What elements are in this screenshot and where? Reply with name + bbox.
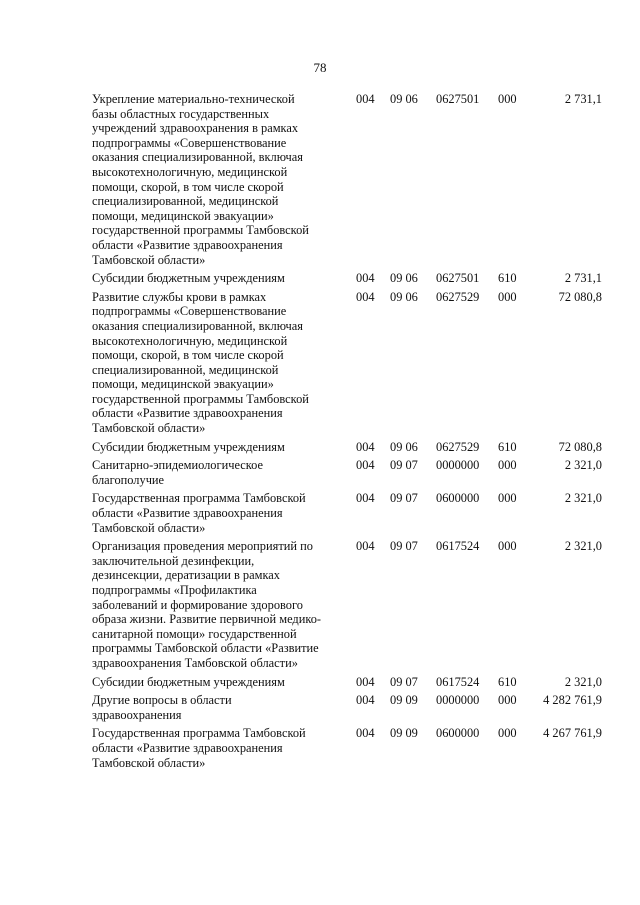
row-expense-kind: 000: [498, 458, 517, 473]
row-target-code: 0627501: [436, 92, 480, 106]
row-sum: 2 731,1: [564, 92, 602, 106]
budget-table: [92, 92, 604, 774]
row-section-code: 09 07: [390, 539, 418, 554]
row-admin-code: 004: [356, 458, 375, 473]
row-target-code: 0627529: [436, 439, 480, 454]
row-section-code: 09 07: [390, 674, 418, 689]
row-name: Санитарно-эпидемиологическое благополучие: [92, 458, 263, 487]
row-name: Укрепление материально-технической базы областных государственных учреждений здравоохранения в рамках подпрограммы «Совершенствование оказания специализированной, включая высокотехнологичную, медицинской помощи, скорой, в том числе скорой специализированной, медицинской помощи, медицинской эвакуации» государственной программы Тамбовской области «Развитие здравоохранения Тамбовской области»: [92, 92, 309, 267]
table-row: [92, 440, 604, 455]
row-target-code: 0600000: [436, 491, 480, 506]
row-name: Субсидии бюджетным учреждениям: [92, 674, 285, 689]
row-sum: 4 282 761,9: [543, 693, 602, 708]
row-sum: 2 321,0: [564, 539, 602, 554]
row-admin-code: 004: [356, 726, 375, 741]
row-sum: 2 321,0: [564, 674, 602, 689]
table-row: [92, 726, 604, 770]
row-expense-kind: 000: [498, 491, 517, 506]
table-row: [92, 458, 604, 487]
row-section-code: 09 09: [390, 693, 418, 708]
row-admin-code: 004: [356, 674, 375, 689]
row-admin-code: 004: [356, 693, 375, 708]
row-target-code: 0627529: [436, 289, 480, 304]
row-name: Развитие службы крови в рамках подпрограммы «Совершенствование оказания специализированной, включая высокотехнологичную, медицинской помощи, скорой, в том числе скорой специализированной, медицинской помощи, медицинской эвакуации» государственной программы Тамбовской области «Развитие здравоохранения Тамбовской области»: [92, 289, 309, 436]
row-expense-kind: 610: [498, 674, 517, 689]
row-target-code: 0617524: [436, 674, 480, 689]
row-section-code: 09 07: [390, 491, 418, 506]
table-row: [92, 271, 604, 286]
row-admin-code: 004: [356, 539, 375, 554]
table-row: [92, 491, 604, 535]
row-sum: 2 321,0: [564, 458, 602, 473]
row-target-code: 0000000: [436, 693, 480, 708]
row-target-code: 0600000: [436, 726, 480, 741]
row-section-code: 09 06: [390, 439, 418, 454]
row-section-code: 09 09: [390, 726, 418, 741]
row-expense-kind: 000: [498, 289, 517, 304]
row-name: Организация проведения мероприятий по заключительной дезинфекции, дезинсекции, дератизации в рамках подпрограммы «Профилактика заболеваний и формирование здорового образа жизни. Развитие первичной медико- санитарной помощи» государственной программы Тамбовской области «Развитие здравоохранения Тамбовской области»: [92, 539, 322, 670]
row-admin-code: 004: [356, 92, 375, 106]
row-expense-kind: 610: [498, 439, 517, 454]
row-admin-code: 004: [356, 439, 375, 454]
row-name: Субсидии бюджетным учреждениям: [92, 271, 285, 286]
row-admin-code: 004: [356, 271, 375, 286]
row-target-code: 0617524: [436, 539, 480, 554]
table-row: [92, 675, 604, 690]
row-sum: 2 321,0: [564, 491, 602, 506]
table-row: [92, 693, 604, 722]
row-expense-kind: 610: [498, 271, 517, 286]
row-target-code: 0627501: [436, 271, 480, 286]
table-row: [92, 290, 604, 436]
row-admin-code: 004: [356, 289, 375, 304]
row-section-code: 09 06: [390, 271, 418, 286]
row-expense-kind: 000: [498, 693, 517, 708]
table-row: [92, 539, 604, 670]
page-number: 78: [313, 60, 327, 75]
table-row: [92, 92, 604, 267]
row-admin-code: 004: [356, 491, 375, 506]
row-sum: 72 080,8: [558, 439, 602, 454]
row-sum: 2 731,1: [564, 271, 602, 286]
row-name: Другие вопросы в области здравоохранения: [92, 693, 232, 722]
row-sum: 4 267 761,9: [543, 726, 602, 741]
row-section-code: 09 06: [390, 92, 418, 106]
row-expense-kind: 000: [498, 539, 517, 554]
row-name: Государственная программа Тамбовской области «Развитие здравоохранения Тамбовской области»: [92, 491, 306, 535]
row-target-code: 0000000: [436, 458, 480, 473]
row-expense-kind: 000: [498, 726, 517, 741]
row-section-code: 09 07: [390, 458, 418, 473]
row-section-code: 09 06: [390, 289, 418, 304]
row-name: Государственная программа Тамбовской области «Развитие здравоохранения Тамбовской области»: [92, 726, 306, 770]
row-name: Субсидии бюджетным учреждениям: [92, 439, 285, 454]
row-sum: 72 080,8: [558, 289, 602, 304]
row-expense-kind: 000: [498, 92, 517, 106]
